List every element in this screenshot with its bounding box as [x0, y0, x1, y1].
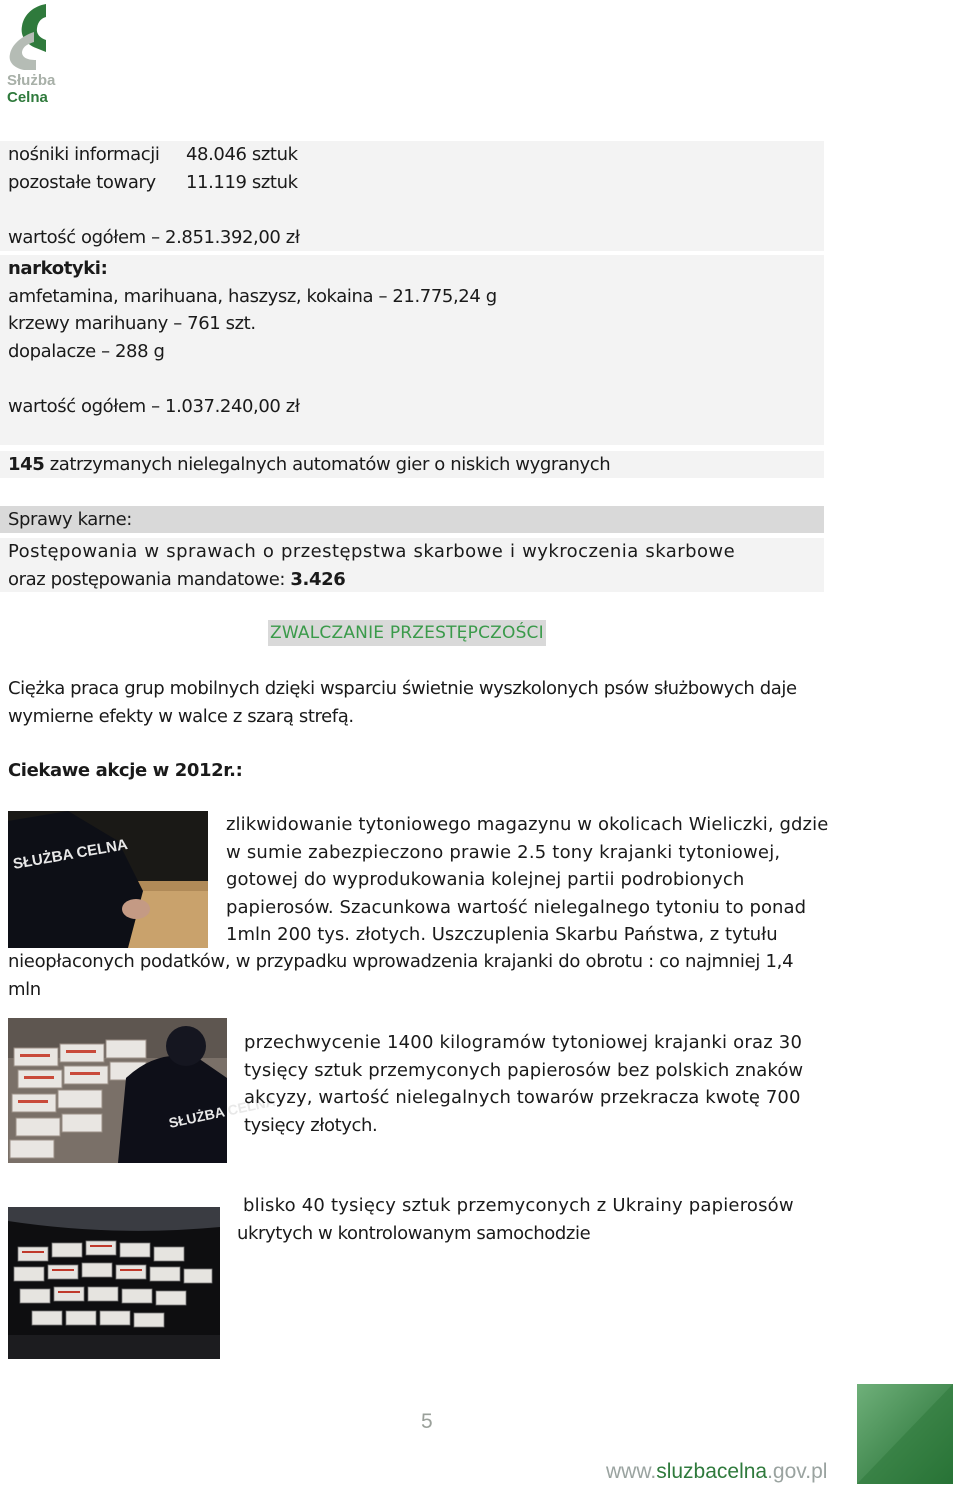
action2-text [244, 1029, 850, 1139]
drugs-line: dopalacze – 288 g [8, 340, 165, 362]
goods-line-media [8, 141, 824, 169]
criminal-cases-text: oraz postępowania mandatowe: [8, 568, 291, 590]
action3-text [237, 1192, 850, 1247]
action1-line: 1mln 200 tys. złotych. Uszczuplenia Skarbu Państwa, z tytułu [226, 924, 778, 945]
goods-value: 48.046 sztuk [186, 144, 298, 165]
criminal-cases-value: 3.426 [290, 568, 346, 590]
action1-line: w sumie zabezpieczono prawie 2.5 tony krajanki tytoniowej, [226, 841, 781, 863]
url-suffix: .gov.pl [767, 1460, 828, 1483]
warehouse-photo [8, 811, 208, 948]
criminal-cases-title: Sprawy karne: [8, 509, 132, 530]
corner-decoration [857, 1384, 953, 1484]
action3-line: ukrytych w kontrolowanym samochodzie [237, 1222, 591, 1244]
logo-line2: Celna [7, 89, 48, 106]
logo-line1: Służba [7, 72, 56, 89]
drugs-total: wartość ogółem – 1.037.240,00 zł [8, 395, 300, 417]
action1-line: gotowej do wyprodukowania kolejnej partii podrobionych [226, 869, 745, 890]
intro-paragraph [8, 675, 858, 730]
action1-continued [8, 948, 858, 1003]
slot-machines-text: zatrzymanych nielegalnych automatów gier o niskich wygranych [44, 454, 611, 475]
intro-line: wymierne efekty w walce z szarą strefą. [8, 705, 354, 727]
action1-text [226, 811, 850, 949]
action1-line: zlikwidowanie tytoniowego magazynu w okolicach Wieliczki, gdzie [226, 814, 829, 835]
cigarettes-photo [8, 1018, 277, 1163]
action2-line: przechwycenie 1400 kilogramów tytoniowej krajanki oraz 30 [244, 1032, 803, 1053]
spacer [8, 196, 824, 224]
goods-value: 11.119 sztuk [186, 171, 298, 193]
goods-total: wartość ogółem – 2.851.392,00 zł [8, 226, 300, 248]
page-number: 5 [421, 1410, 433, 1433]
action1-line: papierosów. Szacunkowa wartość nielegalnego tytoniu to ponad [226, 896, 807, 918]
action2-line: tysięcy złotych. [244, 1114, 378, 1136]
criminal-cases-line1: Postępowania w sprawach o przestępstwa skarbowe i wykroczenia skarbowe [8, 541, 736, 562]
logo-text [7, 72, 55, 106]
section-heading: ZWALCZANIE PRZESTĘPCZOŚCI [268, 620, 546, 646]
action2-line: akcyzy, wartość nielegalnych towarów przekracza kwotę 700 [244, 1087, 801, 1108]
drugs-title: narkotyki: [8, 258, 108, 279]
action2-line: tysięcy sztuk przemyconych papierosów bez polskich znaków [244, 1059, 804, 1081]
badge-text: SŁUŻBA CELNA [11, 836, 130, 873]
car-trunk-photo [8, 1207, 220, 1359]
slot-machines-line [0, 451, 824, 478]
criminal-cases-header [0, 506, 824, 533]
action3-line: blisko 40 tysięcy sztuk przemyconych z Ukrainy papierosów [243, 1195, 794, 1216]
actions-title: Ciekawe akcje w 2012r.: [8, 760, 243, 781]
goods-line-other [8, 169, 824, 197]
url-prefix: www. [606, 1460, 657, 1483]
intro-line: Ciężka praca grup mobilnych dzięki wsparciu świetnie wyszkolonych psów służbowych daje [8, 678, 797, 699]
badge-text: SŁUŻBA CELNA [167, 1092, 277, 1131]
spacer [8, 365, 824, 393]
criminal-cases-body [0, 538, 824, 592]
action1-line: nieopłaconych podatków, w przypadku wprowadzenia krajanki do obrotu : co najmniej 1,4 [8, 951, 794, 972]
summary-block-goods [0, 141, 824, 251]
drugs-line: krzewy marihuany – 761 szt. [8, 313, 256, 334]
slot-machines-count: 145 [8, 454, 45, 475]
goods-label: pozostałe towary [8, 171, 156, 193]
criminal-cases-line2 [8, 566, 818, 594]
footer-url[interactable] [606, 1460, 827, 1484]
goods-label: nośniki informacji [8, 144, 160, 165]
summary-block-drugs [0, 255, 824, 445]
url-domain: sluzbacelna [656, 1460, 768, 1483]
action1-line: mln [8, 978, 41, 1000]
drugs-line: amfetamina, marihuana, haszysz, kokaina – 21.775,24 g [8, 285, 497, 307]
